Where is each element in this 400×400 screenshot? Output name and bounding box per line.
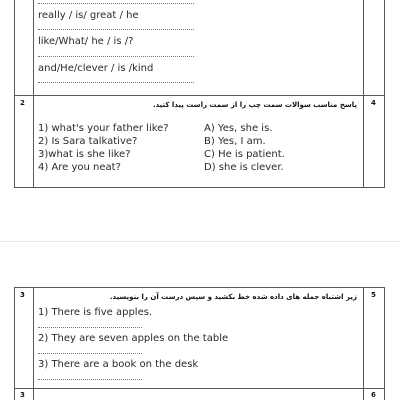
table-bottom-border xyxy=(14,187,385,188)
question-instruction: زیر اشتباه جمله های داده شده خط بکشید و سپس درست آن را بنویسید. xyxy=(109,293,357,301)
page-separator xyxy=(0,241,400,242)
matching-answer: C) He is patient. xyxy=(204,149,285,160)
scrambled-sentence: and/He/clever / is /kind xyxy=(38,63,154,74)
matching-answer: D) she is clever. xyxy=(204,162,284,173)
answer-line[interactable] xyxy=(38,29,194,30)
question-instruction: پاسخ مناسب سوالات سمت چپ را از سمت راست پیدا کنید. xyxy=(152,101,357,109)
answer-line[interactable] xyxy=(38,353,142,354)
answer-line[interactable] xyxy=(38,56,194,57)
answer-line[interactable] xyxy=(38,82,194,83)
row-divider-2 xyxy=(14,388,385,389)
matching-question: 1) what's your father like? xyxy=(38,123,169,134)
matching-answer: B) Yes, I am. xyxy=(204,136,266,147)
number-column-divider xyxy=(33,287,34,400)
row-number-right: 5 xyxy=(371,291,376,299)
matching-question: 4) Are you neat? xyxy=(38,162,121,173)
table-right-border xyxy=(384,0,385,188)
table-top-border xyxy=(14,287,385,288)
answer-line[interactable] xyxy=(38,3,194,4)
incorrect-sentence: 2) They are seven apples on the table xyxy=(38,333,229,344)
number-column-divider xyxy=(33,0,34,188)
matching-answer: A) Yes, she is. xyxy=(204,123,273,134)
table-left-border xyxy=(14,287,15,400)
incorrect-sentence: 3) There are a book on the desk xyxy=(38,359,199,370)
row-number-left: 3 xyxy=(20,291,25,299)
row-number-right: 4 xyxy=(371,99,376,107)
matching-question: 3)what is she like? xyxy=(38,149,131,160)
row-divider-1 xyxy=(14,95,385,96)
scrambled-sentence: like/What/ he / is /? xyxy=(38,36,134,47)
score-column-divider xyxy=(363,287,364,400)
incorrect-sentence: 1) There is five apples. xyxy=(38,307,153,318)
table-right-border xyxy=(384,287,385,400)
scrambled-sentence: really / is/ great / he xyxy=(38,10,139,21)
matching-question: 2) Is Sara talkative? xyxy=(38,136,138,147)
score-column-divider xyxy=(363,0,364,188)
answer-line[interactable] xyxy=(38,327,142,328)
row-number-right: 6 xyxy=(371,391,376,399)
row-number-left: 2 xyxy=(20,99,25,107)
row-number-left: 3 xyxy=(20,391,25,399)
table-left-border xyxy=(14,0,15,188)
answer-line[interactable] xyxy=(38,379,142,380)
